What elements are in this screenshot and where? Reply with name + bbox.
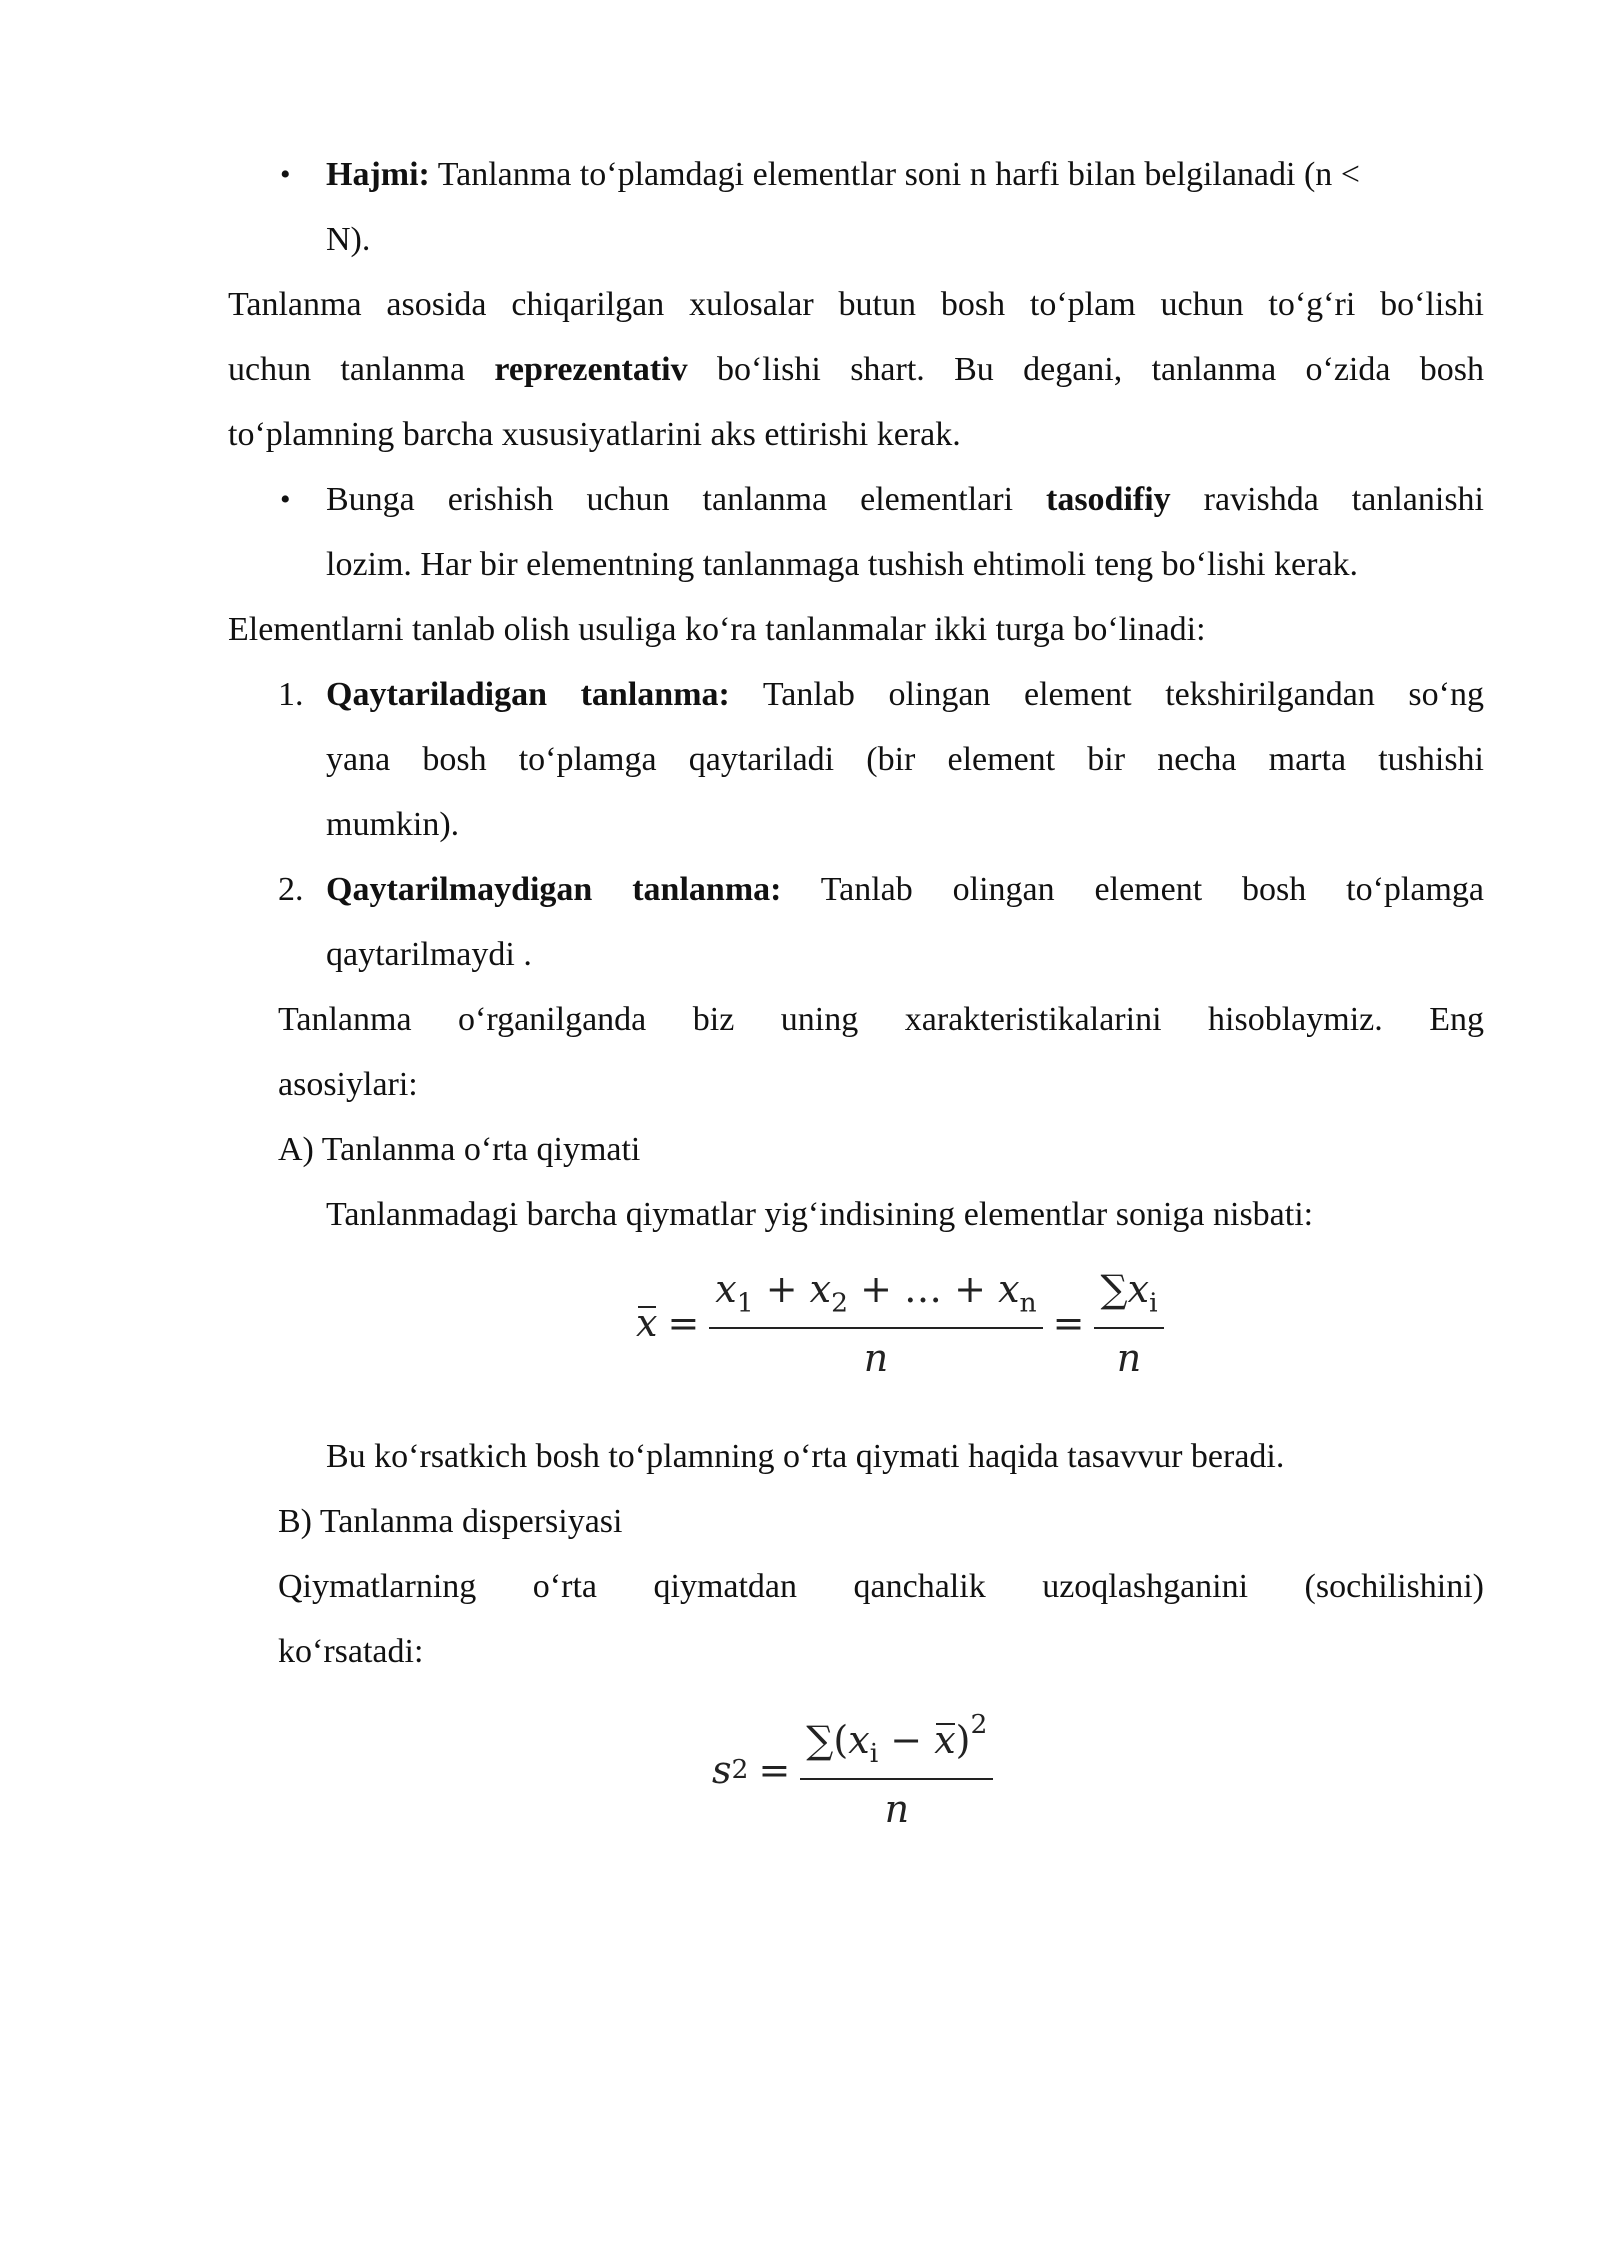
section-a-description: Tanlanmadagi barcha qiymatlar yig‘indisining elementlar soniga nisbati:: [326, 1196, 1314, 1233]
mean-fraction-1: [709, 1267, 1042, 1380]
list-item-2-text: Tanlab olingan element bosh to‘plamga: [820, 871, 1484, 908]
section-b-heading: B) Tanlanma dispersiyasi: [278, 1503, 623, 1540]
hajmi-line-1: [326, 158, 1360, 192]
hajmi-text: Tanlanma to‘plamdagi elementlar soni n harfi bilan belgilanadi (n <: [437, 156, 1360, 193]
bullet-marker: •: [280, 483, 291, 516]
list-item-2-line-1: [326, 873, 1484, 907]
reprezentativ-line-2: [228, 353, 1484, 387]
reprezentativ-term: reprezentativ: [494, 351, 688, 388]
mean-equals: =: [667, 1301, 700, 1346]
reprezentativ-post: bo‘lishi shart. Bu degani, tanlanma o‘zida bosh: [716, 351, 1485, 388]
variance-fraction: [800, 1709, 993, 1831]
mean-lhs: x: [636, 1301, 658, 1346]
sum-numerator: $\sum x_i$: [1100, 1267, 1158, 1319]
list-item-1-label: Qaytariladigan tanlanma:: [326, 676, 730, 713]
section-a-heading: A) Tanlanma o‘rta qiymati: [278, 1131, 641, 1168]
list-number-2: 2.: [278, 871, 304, 908]
characteristics-line-2: asosiylari:: [278, 1066, 418, 1103]
list-item-1-text: Tanlab olingan element tekshirilgandan so‘ng: [762, 676, 1484, 713]
mean-denominator: n: [863, 1335, 889, 1380]
fraction-bar: [1094, 1327, 1163, 1329]
types-intro: Elementlarni tanlab olish usuliga ko‘ra tanlanmalar ikki turga bo‘linadi:: [228, 611, 1206, 648]
tasodifiy-line-1: [326, 483, 1484, 517]
tasodifiy-line-2: lozim. Har bir elementning tanlanmaga tushish ehtimoli teng bo‘lishi kerak.: [326, 546, 1359, 583]
fraction-bar: [800, 1778, 993, 1780]
variance-lhs: s: [712, 1747, 732, 1792]
hajmi-label: Hajmi:: [326, 156, 430, 193]
bullet-marker: •: [280, 158, 291, 191]
section-b-desc-line-1: Qiymatlarning o‘rta qiymatdan qanchalik uzoqlashganini (sochilishini): [278, 1568, 1484, 1605]
tasodifiy-pre: Bunga erishish uchun tanlanma elementlari: [326, 481, 1014, 518]
list-number-1: 1.: [278, 676, 304, 713]
formula-mean: [636, 1267, 1164, 1380]
hajmi-line-2: N).: [326, 221, 371, 258]
mean-equals-2: =: [1052, 1301, 1085, 1346]
tasodifiy-post: ravishda tanlanishi: [1203, 481, 1485, 518]
variance-denominator: n: [884, 1786, 910, 1831]
list-item-1-line-1: [326, 678, 1484, 712]
sum-symbol: ∑: [1100, 1267, 1128, 1311]
sum-symbol: ∑: [806, 1717, 834, 1762]
list-item-1-line-3: mumkin).: [326, 806, 460, 843]
reprezentativ-line-1: Tanlanma asosida chiqarilgan xulosalar butun bosh to‘plam uchun to‘g‘ri bo‘lishi: [228, 286, 1484, 323]
characteristics-line-1: Tanlanma o‘rganilganda biz uning xarakteristikalarini hisoblaymiz. Eng: [278, 1001, 1484, 1038]
mean-numerator: $x_1 + x_2$ + … + $x_n$: [715, 1267, 1037, 1319]
sum-denominator: n: [1116, 1335, 1142, 1380]
reprezentativ-line-3: to‘plamning barcha xususiyatlarini aks ettirishi kerak.: [228, 416, 961, 453]
variance-equals: =: [758, 1747, 791, 1792]
section-b-desc-line-2: ko‘rsatadi:: [278, 1633, 424, 1670]
variance-numerator: $\sum(x_i - x)^2$: [806, 1709, 988, 1770]
mean-fraction-2: [1094, 1267, 1163, 1380]
fraction-bar: [709, 1327, 1042, 1329]
list-item-1-line-2: yana bosh to‘plamga qaytariladi (bir element bir necha marta tushishi: [326, 741, 1484, 778]
list-item-2-label: Qaytarilmaydigan tanlanma:: [326, 871, 782, 908]
section-a-after: Bu ko‘rsatkich bosh to‘plamning o‘rta qiymati haqida tasavvur beradi.: [326, 1438, 1285, 1475]
reprezentativ-pre: uchun tanlanma: [228, 351, 466, 388]
tasodifiy-term: tasodifiy: [1046, 481, 1171, 518]
formula-variance: s 2 = $\frac{\sum(x_i - x)^2}{n}$: [712, 1712, 993, 1828]
list-item-2-line-2: qaytarilmaydi .: [326, 936, 532, 973]
